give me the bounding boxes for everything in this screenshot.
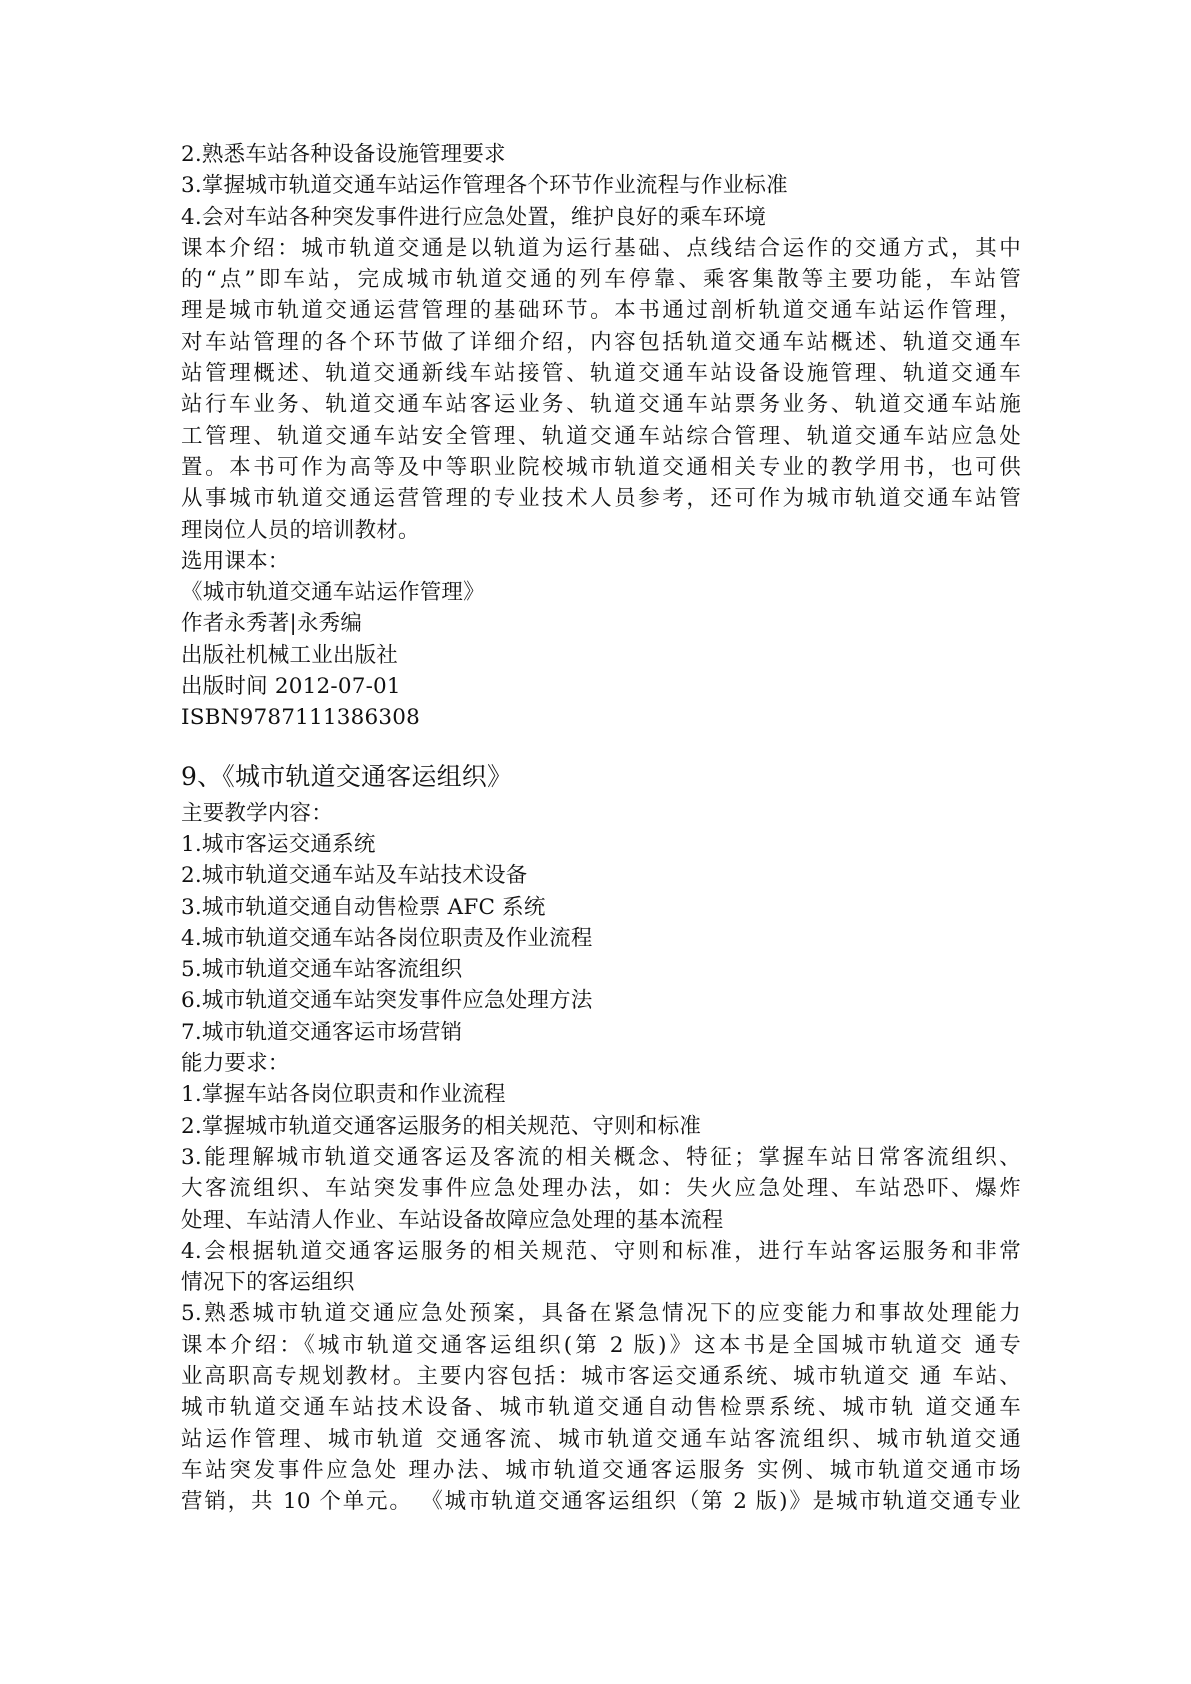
ability-item-4: 4.会对车站各种突发事件进行应急处置，维护良好的乘车环境	[181, 204, 767, 230]
ability-item-3: 3.掌握城市轨道交通车站运作管理各个环节作业流程与作业标准	[181, 173, 788, 199]
ability-item-4: 4.会根据轨道交通客运服务的相关规范、守则和标准，进行车站客运服务和非常	[181, 1238, 1021, 1264]
textbook-intro-line: 置。本书可作为高等及中等职业院校城市轨道交通相关专业的教学用书，也可供	[181, 454, 1021, 480]
textbook-intro-line: 理是城市轨道交通运营管理的基础环节。本书通过剖析轨道交通车站运作管理，	[181, 298, 1021, 324]
ability-item-3-cont: 大客流组织、车站突发事件应急处理办法，如：失火应急处理、车站恐吓、爆炸	[181, 1176, 1021, 1202]
ability-item-5: 5.熟悉城市轨道交通应急处预案，具备在紧急情况下的应变能力和事故处理能力	[181, 1301, 1021, 1327]
textbook-intro-line: 理岗位人员的培训教材。	[181, 517, 420, 543]
textbook-intro-line: 工管理、轨道交通车站安全管理、轨道交通车站综合管理、轨道交通车站应急处	[181, 423, 1021, 449]
textbook-intro-line: 营销，共 10 个单元。 《城市轨道交通客运组织（第 2 版)》是城市轨道交通专业	[181, 1489, 1021, 1515]
textbook-intro-line: 站运作管理、城市轨道 交通客流、城市轨道交通车站客流组织、城市轨道交通	[181, 1426, 1021, 1452]
textbook-publish-date: 出版时间 2012-07-01	[181, 674, 401, 700]
ability-item-3: 3.能理解城市轨道交通客运及客流的相关概念、特征；掌握车站日常客流组织、	[181, 1144, 1021, 1170]
ability-item-2: 2.熟悉车站各种设备设施管理要求	[181, 142, 506, 167]
ability-item-3-cont: 处理、车站清人作业、车站设备故障应急处理的基本流程	[181, 1207, 724, 1233]
section-spacer	[181, 734, 1021, 760]
selected-textbook-label: 选用课本：	[181, 548, 290, 574]
document-body	[181, 139, 1021, 1517]
ability-item-4-cont: 情况下的客运组织	[181, 1270, 355, 1296]
textbook-publisher: 出版社机械工业出版社	[181, 642, 399, 668]
textbook-isbn: ISBN9787111386308	[181, 705, 421, 731]
course-8-continued	[181, 139, 1021, 734]
ability-requirements-label: 能力要求：	[181, 1051, 290, 1077]
textbook-intro-line: 车站突发事件应急处 理办法、城市轨道交通客运服务 实例、城市轨道交通市场	[181, 1457, 1021, 1483]
section-heading: 9、《城市轨道交通客运组织》	[181, 761, 513, 791]
ability-item-2: 2.掌握城市轨道交通客运服务的相关规范、守则和标准	[181, 1113, 702, 1139]
teaching-content-label: 主要教学内容：	[181, 800, 333, 826]
textbook-title: 《城市轨道交通车站运作管理》	[181, 580, 485, 606]
textbook-intro-line: 站行车业务、轨道交通车站客运业务、轨道交通车站票务业务、轨道交通车站施	[181, 392, 1021, 418]
textbook-intro-line: 课本介绍：《城市轨道交通客运组织(第 2 版)》这本书是全国城市轨道交 通专	[181, 1332, 1021, 1358]
textbook-intro-line: 城市轨道交通车站技术设备、城市轨道交通自动售检票系统、城市轨 道交通车	[181, 1395, 1021, 1421]
teaching-item-3: 3.城市轨道交通自动售检票 AFC 系统	[181, 894, 546, 920]
teaching-item-7: 7.城市轨道交通客运市场营销	[181, 1019, 463, 1045]
textbook-intro-line: 课本介绍：城市轨道交通是以轨道为运行基础、点线结合运作的交通方式，其中	[181, 235, 1021, 261]
textbook-intro-line: 业高职高专规划教材。主要内容包括：城市客运交通系统、城市轨道交 通 车站、	[181, 1363, 1021, 1389]
textbook-intro-line: 对车站管理的各个环节做了详细介绍，内容包括轨道交通车站概述、轨道交通车	[181, 329, 1021, 355]
course-9	[181, 760, 1021, 1518]
textbook-intro-line: 站管理概述、轨道交通新线车站接管、轨道交通车站设备设施管理、轨道交通车	[181, 361, 1021, 387]
textbook-intro-line: 从事城市轨道交通运营管理的专业技术人员参考，还可作为城市轨道交通车站管	[181, 486, 1021, 512]
teaching-item-1: 1.城市客运交通系统	[181, 831, 376, 857]
textbook-author: 作者永秀著|永秀编	[181, 611, 363, 637]
teaching-item-5: 5.城市轨道交通车站客流组织	[181, 957, 463, 983]
ability-item-1: 1.掌握车站各岗位职责和作业流程	[181, 1082, 506, 1108]
textbook-intro-line: 的“点”即车站，完成城市轨道交通的列车停靠、乘客集散等主要功能，车站管	[181, 267, 1021, 293]
teaching-item-6: 6.城市轨道交通车站突发事件应急处理方法	[181, 988, 593, 1014]
teaching-item-2: 2.城市轨道交通车站及车站技术设备	[181, 863, 528, 889]
teaching-item-4: 4.城市轨道交通车站各岗位职责及作业流程	[181, 925, 593, 951]
